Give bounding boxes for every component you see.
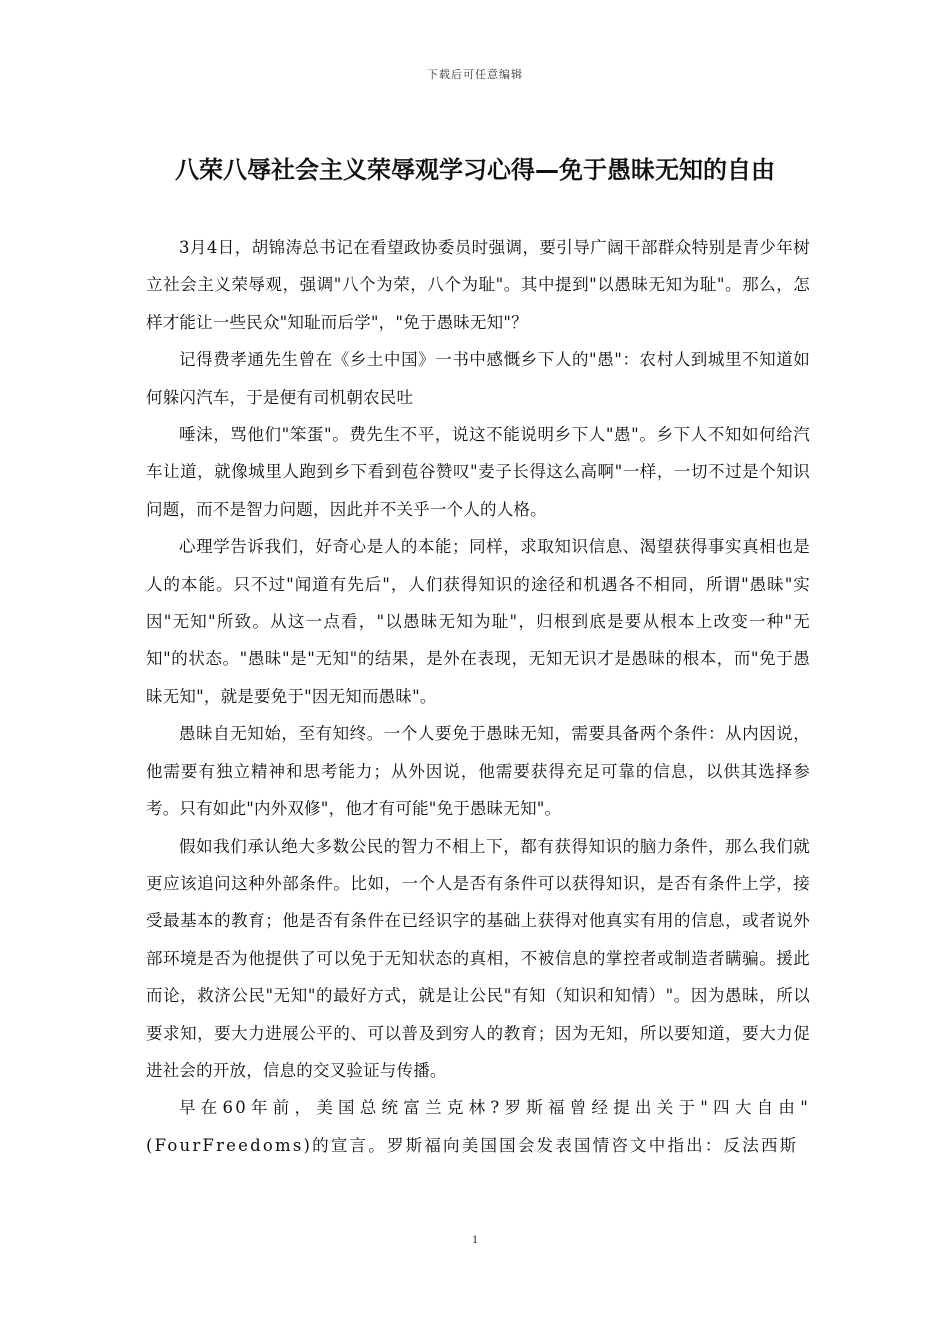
page-number: 1: [472, 1232, 478, 1246]
paragraph: 唾沫，骂他们"笨蛋"。费先生不平，说这不能说明乡下人"愚"。乡下人不知如何给汽车让道，就像城里人跑到乡下看到苞谷赞叹"麦子长得这么高啊"一样，一切不过是个知识问题，而不是智力问题，因此并不关乎一个人的人格。: [146, 425, 810, 519]
header-note: 下载后可任意编辑: [427, 68, 523, 81]
paragraph: 假如我们承认绝大多数公民的智力不相上下，都有获得知识的脑力条件，那么我们就更应该追问这种外部条件。比如，一个人是否有条件可以获得知识，是否有条件上学，接受最基本的教育；他是否有条件在已经识字的基础上获得对他真实有用的信息，或者说外部环境是否为他提供了可以免于无知状态的真相，不被信息的掌控者或制造者瞒骗。援此而论，救济公民"无知"的最好方式，就是让公民"有知（知识和知情）"。因为愚昧，所以要求知，要大力进展公平的、可以普及到穷人的教育；因为无知，所以要知道，要大力促进社会的开放，信息的交叉验证与传播。: [146, 836, 810, 1080]
paragraph: 早在60年前，美国总统富兰克林?罗斯福曾经提出关于"四大自由"(FourFreedoms)的宣言。罗斯福向美国国会发表国情咨文中指出：反法西斯: [146, 1098, 810, 1155]
paragraph: 3月4日，胡锦涛总书记在看望政协委员时强调，要引导广阔干部群众特别是青少年树立社会主义荣辱观，强调"八个为荣，八个为耻"。其中提到"以愚昧无知为耻"。那么，怎样才能让一些民众"知耻而后学"，"免于愚昧无知"？: [146, 238, 810, 332]
document-body: [146, 229, 810, 1164]
document-title: 八荣八辱社会主义荣辱观学习心得—免于愚昧无知的自由: [175, 156, 775, 184]
paragraph: 愚昧自无知始，至有知终。一个人要免于愚昧无知，需要具备两个条件：从内因说，他需要有独立精神和思考能力；从外因说，他需要获得充足可靠的信息，以供其选择参考。只有如此"内外双修"，他才有可能"免于愚昧无知"。: [146, 724, 810, 819]
paragraph: 心理学告诉我们，好奇心是人的本能；同样，求取知识信息、渴望获得事实真相也是人的本能。只不过"闻道有先后"，人们获得知识的途径和机遇各不相同，所谓"愚昧"实因"无知"所致。从这一点看，"以愚昧无知为耻"，归根到底是要从根本上改变一种"无知"的状态。"愚昧"是"无知"的结果，是外在表现，无知无识才是愚昧的根本，而"免于愚昧无知"，就是要免于"因无知而愚昧"。: [146, 537, 810, 706]
paragraph: 记得费孝通先生曾在《乡土中国》一书中感慨乡下人的"愚"：农村人到城里不知道如何躲闪汽车，于是便有司机朝农民吐: [146, 350, 810, 407]
